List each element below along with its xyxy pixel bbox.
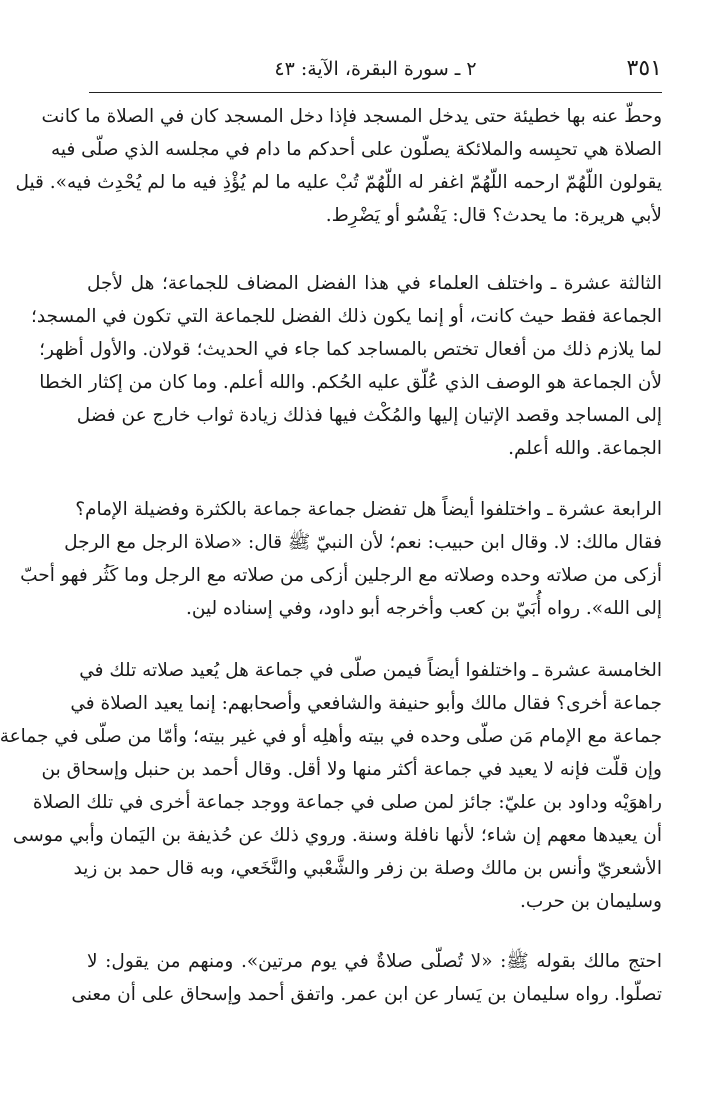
text-line: أزكى من صلاته وحده وصلاته مع الرجلين أزكى من صلاته مع الرجل وما كَثُر فهو أحبّ <box>20 565 662 586</box>
text-line: أن يعيدها معهم إن شاء؛ لأنها نافلة وسنة. وروي ذلك عن حُذيفة بن اليَمان وأبي موسى <box>12 825 662 846</box>
text-line: تصلّوا. رواه سليمان بن يَسار عن ابن عمر. واتفق أحمد وإسحاق على أن معنى <box>71 984 662 1005</box>
running-head: ٢ ـ سورة البقرة، الآية: ٤٣ <box>274 58 477 80</box>
page-header <box>89 52 662 93</box>
text-line: لأن الجماعة هو الوصف الذي عُلّق عليه الحُكم. والله أعلم. وما كان من إكثار الخطا <box>39 372 662 393</box>
paragraph-gap <box>87 465 662 493</box>
paragraph-gap <box>87 232 662 267</box>
paragraph-fourteenth-issue <box>20 493 662 625</box>
text-line: الأشعريّ وأنس بن مالك وصلة بن زفر والشَّعْبي والنَّخَعي، وبه قال حمد بن زيد <box>73 858 662 879</box>
paragraph-gap <box>87 918 662 945</box>
text-line: وسليمان بن حرب. <box>520 891 662 912</box>
text-line: وإن قلّت فإنه لا يعيد في جماعة أكثر منها ولا أقل. وقال أحمد بن حنبل وإسحاق بن <box>41 759 662 780</box>
text-line: جماعة مع الإمام مَن صلّى وحده في بيته وأهلِه أو في غير بيته؛ وأمّا من صلّى في جماعة <box>0 726 662 747</box>
paragraph-gap <box>87 625 662 654</box>
text-line: يقولون اللّهُمّ ارحمه اللّهُمّ اغفر له اللّهُمّ تُبْ عليه ما لم يُؤْذِ فيه ما لم يُحْدِث فيه». قيل <box>15 172 662 193</box>
text-line: الرابعة عشرة ـ واختلفوا أيضاً هل تفضل جماعة جماعة بالكثرة وفضيلة الإمام؟ <box>75 499 662 520</box>
paragraph-thirteenth-issue <box>30 267 662 465</box>
text-line: احتج مالك بقوله ﷺ: «لا تُصلّى صلاةٌ في يوم مرتين». ومنهم من يقول: لا <box>87 951 662 972</box>
text-line: فقال مالك: لا. وقال ابن حبيب: نعم؛ لأن النبيّ ﷺ قال: «صلاة الرجل مع الرجل <box>64 532 662 553</box>
paragraph-hadith-continuation <box>15 100 662 232</box>
text-line: لأبي هريرة: ما يحدث؟ قال: يَفْسُو أو يَضْرِط. <box>325 205 662 226</box>
text-line: إلى المساجد وقصد الإتيان إليها والمُكْث فيها فذلك زيادة ثواب خارج عن فضل <box>76 405 662 426</box>
text-line: الجماعة. والله أعلم. <box>508 438 662 459</box>
paragraph-fifteenth-issue <box>0 654 662 918</box>
text-line: وحطّ عنه بها خطيئة حتى يدخل المسجد فإذا دخل المسجد كان في الصلاة ما كانت <box>41 106 662 127</box>
text-line: الجماعة فقط حيث كانت، أو إنما يكون ذلك الفضل للجماعة التي تكون في المسجد؛ <box>30 306 662 327</box>
text-line: إلى الله». رواه أُبَيّ بن كعب وأخرجه أبو داود، وفي إسناده لين. <box>185 598 662 619</box>
text-line: الصلاة هي تحبِسه والملائكة يصلّون على أحدكم ما دام في مجلسه الذي صلّى فيه <box>50 139 662 160</box>
text-line: راهوَيْه وداود بن عليّ: جائز لمن صلى في جماعة ووجد جماعة أخرى في تلك الصلاة <box>32 792 662 813</box>
text-line: الثالثة عشرة ـ واختلف العلماء في هذا الفضل المضاف للجماعة؛ هل لأجل <box>87 273 662 294</box>
text-line: جماعة أخرى؟ فقال مالك وأبو حنيفة والشافعي وأصحابهم: إنما يعيد الصلاة في <box>70 693 662 714</box>
page-number: ٣٥١ <box>626 56 662 81</box>
paragraph-malik-argument <box>71 945 662 1011</box>
text-line: لما يلازم ذلك من أفعال تختص بالمساجد كما جاء في الحديث؛ قولان. والأول أظهر؛ <box>39 339 662 360</box>
text-line: الخامسة عشرة ـ واختلفوا أيضاً فيمن صلّى في جماعة هل يُعيد صلاته تلك في <box>79 660 662 681</box>
page-body <box>0 100 662 1011</box>
